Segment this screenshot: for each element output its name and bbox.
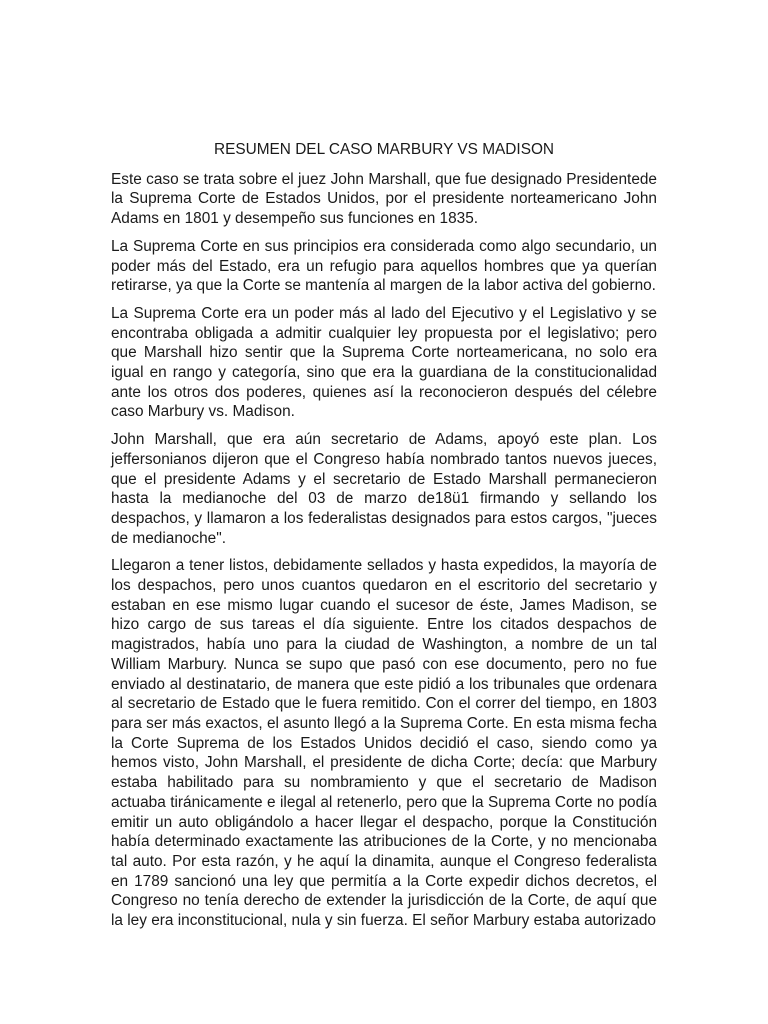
paragraph-5: Llegaron a tener listos, debidamente sellados y hasta expedidos, la mayoría de los despachos, pero unos cuantos quedaron en el escritorio del secretario y estaban en ese mismo lugar cuando el sucesor de éste, James Madison, se hizo cargo de sus tareas el día siguiente. Entre los citados despachos de magistrados, había uno para la ciudad de Washington, a nombre de un tal William Marbury. Nunca se supo que pasó con ese documento, pero no fue enviado al destinatario, de manera que este pidió a los tribunales que ordenara al secretario de Estado que le fuera remitido. Con el correr del tiempo, en 1803 para ser más exactos, el asunto llegó a la Suprema Corte. En esta misma fecha la Corte Suprema de los Estados Unidos decidió el caso, siendo como ya hemos visto, John Marshall, el presidente de dicha Corte; decía: que Marbury estaba habilitado para su nombramiento y que el secretario de Madison actuaba tiránicamente e ilegal al retenerlo, pero que la Suprema Corte no podía emitir un auto obligándolo a hacer llegar el despacho, porque la Constitución había determinado exactamente las atribuciones de la Corte, y no mencionaba tal auto. Por esta razón, y he aquí la dinamita, aunque el Congreso federalista en 1789 sancionó una ley que permitía a la Corte expedir dichos decretos, el Congreso no tenía derecho de extender la jurisdicción de la Corte, de aquí que la ley era inconstitucional, nula y sin fuerza. El señor Marbury estaba autorizado [111,557,657,930]
paragraph-1: Este caso se trata sobre el juez John Marshall, que fue designado Presidentede la Suprema Corte de Estados Unidos, por el presidente norteamericano John Adams en 1801 y desempeño sus funciones en 1835. [111,170,657,228]
document-body [111,140,657,939]
paragraph-4: John Marshall, que era aún secretario de Adams, apoyó este plan. Los jeffersonianos dijeron que el Congreso había nombrado tantos nuevos jueces, que el presidente Adams y el secretario de Estado Marshall permanecieron hasta la medianoche del 03 de marzo de18ü1 firmando y sellando los despachos, y llamaron a los federalistas designados para estos cargos, "jueces de medianoche". [111,431,657,547]
paragraph-3: La Suprema Corte era un poder más al lado del Ejecutivo y el Legislativo y se encontraba obligada a admitir cualquier ley propuesta por el legislativo; pero que Marshall hizo sentir que la Suprema Corte norteamericana, no solo era igual en rango y categoría, sino que era la guardiana de la constitucionalidad ante los otros dos poderes, quienes así la reconocieron después del célebre caso Marbury vs. Madison. [111,304,657,421]
paragraph-2: La Suprema Corte en sus principios era considerada como algo secundario, un poder más del Estado, era un refugio para aquellos hombres que ya querían retirarse, ya que la Corte se mantenía al margen de la labor activa del gobierno. [111,237,657,295]
document-title: RESUMEN DEL CASO MARBURY VS MADISON [213,141,555,158]
